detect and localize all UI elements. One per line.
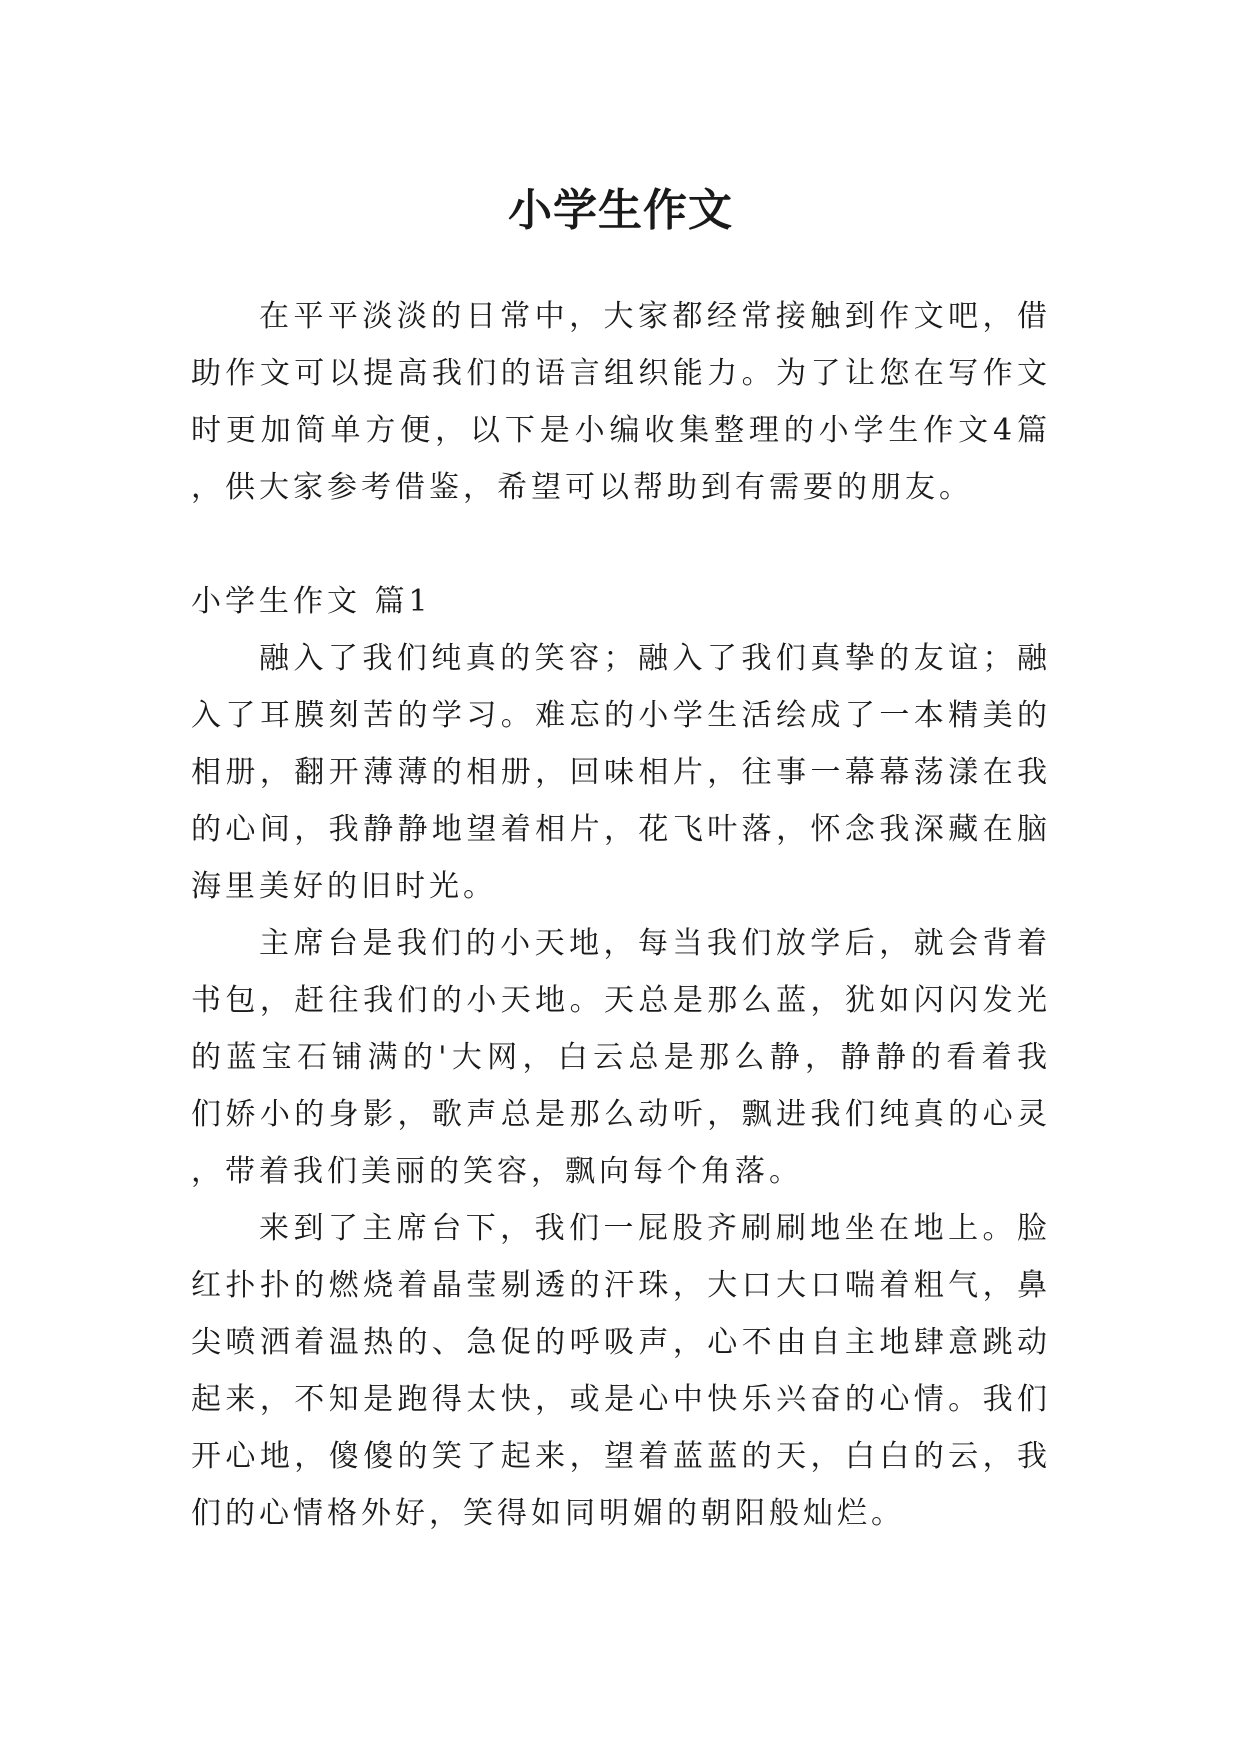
section-heading: 小学生作文 篇1: [191, 584, 432, 619]
body-paragraph-2: 主席台是我们的小天地，每当我们放学后，就会背着书包，赶往我们的小天地。天总是那么蓝，犹如闪闪发光的蓝宝石铺满的'大网，白云总是那么静，静静的看着我们娇小的身影，歌声总是那么动听，飘进我们纯真的心灵，带着我们美丽的笑容，飘向每个角落。: [191, 926, 1051, 1189]
intro-paragraph: 在平平淡淡的日常中，大家都经常接触到作文吧，借助作文可以提高我们的语言组织能力。为了让您在写作文时更加简单方便，以下是小编收集整理的小学生作文4篇，供大家参考借鉴，希望可以帮助到有需要的朋友。: [191, 299, 1051, 505]
body-paragraph-3: 来到了主席台下，我们一屁股齐刷刷地坐在地上。脸红扑扑的燃烧着晶莹剔透的汗珠，大口大口喘着粗气，鼻尖喷洒着温热的、急促的呼吸声，心不由自主地肆意跳动起来，不知是跑得太快，或是心中快乐兴奋的心情。我们开心地，傻傻的笑了起来，望着蓝蓝的天，白白的云，我们的心情格外好，笑得如同明媚的朝阳般灿烂。: [191, 1211, 1051, 1531]
document-body: [191, 288, 1051, 1542]
document-title: 小学生作文: [508, 185, 733, 237]
body-paragraph-1: 融入了我们纯真的笑容；融入了我们真挚的友谊；融入了耳膜刻苦的学习。难忘的小学生活绘成了一本精美的相册，翻开薄薄的相册，回味相片，往事一幕幕荡漾在我的心间，我静静地望着相片，花飞叶落，怀念我深藏在脑海里美好的旧时光。: [191, 641, 1051, 904]
